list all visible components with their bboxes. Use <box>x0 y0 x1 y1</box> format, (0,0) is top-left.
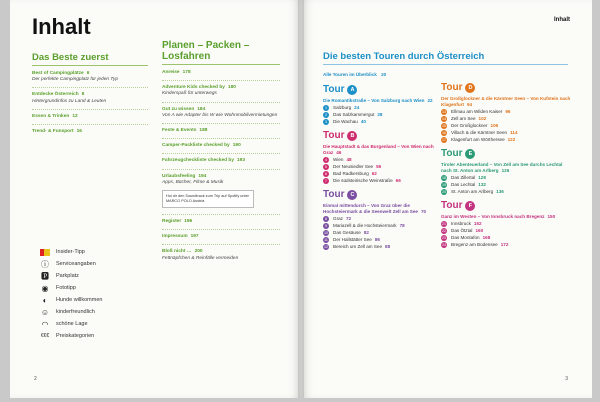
stop-number-badge: 18 <box>442 176 446 180</box>
stop-name: Die südsteirische Weinstraße <box>333 178 393 183</box>
stop-number-badge: 22 <box>442 229 446 233</box>
divider <box>162 153 280 154</box>
stop-number-badge: 23 <box>442 236 446 240</box>
tour-stop <box>323 178 441 184</box>
section-title: Die besten Touren durch Österreich <box>323 51 485 62</box>
stop-name: Ellmau am Wilden Kaiser <box>451 109 503 114</box>
toc-entry <box>162 219 280 225</box>
toc-entry-description: Apps, Bücher, Filme & Musik <box>162 179 224 185</box>
stop-page: 122 <box>507 137 516 142</box>
stop-number-badge: 16 <box>442 131 446 135</box>
stop-name: Bad Radkersburg <box>333 171 369 176</box>
stop-page: 88 <box>385 244 391 249</box>
symbol-legend <box>40 246 140 342</box>
tour-block <box>441 148 571 195</box>
divider <box>32 65 148 66</box>
stop-page: 78 <box>399 223 405 228</box>
running-head: Inhalt <box>554 17 570 23</box>
stop-name: Das Montafon <box>451 235 480 240</box>
stop-number-badge: 11 <box>324 238 328 242</box>
toc-entry-title: Entdecke Österreich <box>32 92 79 98</box>
toc-entry <box>162 158 280 164</box>
legend-label: Fototipp <box>56 285 76 291</box>
tour-stop <box>323 105 441 111</box>
stop-number-badge: 12 <box>324 245 328 249</box>
toc-entry-title: Bloß nicht … <box>162 249 192 255</box>
overview-entry <box>323 72 441 78</box>
toc-entry-page: 194 <box>198 173 207 179</box>
toc-entry <box>162 85 280 97</box>
legend-label: schöne Lage <box>56 321 88 327</box>
divider <box>32 109 148 110</box>
stop-number-badge: 5 <box>325 165 327 169</box>
stop-name: Bereich um Zell am See <box>333 244 383 249</box>
tour-stop <box>441 116 571 122</box>
toc-entry-page: 12 <box>72 113 78 119</box>
stop-number-badge: 1 <box>325 106 327 110</box>
stop-page: 62 <box>371 171 377 176</box>
legend-item <box>40 330 140 342</box>
stop-name: Zell am See <box>451 116 476 121</box>
tour-page: 94 <box>466 102 473 107</box>
toc-entry-page: 200 <box>194 249 203 255</box>
section-heading: Planen – Packen – Losfahren <box>162 40 250 62</box>
legend-label: Insider-Tipp <box>56 249 85 255</box>
tour-subtitle-text: Einmal mittendurch – Von Graz über die Hochsteiermark & die Seenwelt Zell am See <box>323 203 418 214</box>
photo-icon: ◉ <box>41 283 49 293</box>
tour-letter-badge: F <box>465 201 475 211</box>
tour-stop <box>441 130 571 136</box>
stop-page: 128 <box>478 175 486 180</box>
stop-page: 168 <box>482 235 491 240</box>
tour-word: Tour <box>323 130 345 141</box>
view-icon: ◠ <box>41 319 49 329</box>
stop-number-badge: 8 <box>325 217 327 221</box>
toc-entry-title: Fahrzeugcheckliste checked by <box>162 158 234 164</box>
tour-stop <box>441 182 571 188</box>
tour-subtitle-text: Die Romantikstraße – Von Salzburg nach Wien <box>323 98 425 103</box>
stop-page: 102 <box>478 116 487 121</box>
stop-number-badge: 19 <box>442 183 446 187</box>
stop-page: 82 <box>363 230 369 235</box>
page-title: Inhalt <box>32 14 91 39</box>
tour-stop <box>441 242 571 248</box>
tour-stop <box>323 230 441 236</box>
stop-number-badge: 6 <box>325 172 327 176</box>
toc-entry-title: Best of Campingplätze <box>32 71 84 76</box>
legend-item <box>40 318 140 330</box>
toc-entry-title: Anreise <box>162 70 180 75</box>
tour-stop <box>441 123 571 129</box>
dog-icon: ◐ <box>42 295 48 305</box>
stop-number-badge: 13 <box>442 110 446 114</box>
stop-name: Salzburg <box>333 105 352 110</box>
legend-label: Preiskategorien <box>56 333 95 339</box>
tour-stop <box>441 109 571 115</box>
divider <box>162 214 280 215</box>
legend-item <box>40 282 140 294</box>
divider <box>32 124 148 125</box>
stop-number-badge: 9 <box>325 224 327 228</box>
stop-name: Das Lechtal <box>451 182 476 187</box>
stop-page: 96 <box>505 109 511 114</box>
stop-number-badge: 2 <box>325 113 327 117</box>
stop-number-badge: 3 <box>325 120 327 124</box>
euro-icon: €€€ <box>40 332 50 339</box>
tour-subtitle-text: Die Hauptstadt & das Burgenland – Von Wien nach Graz <box>323 144 434 155</box>
stop-name: Die Wachau <box>333 119 358 124</box>
tour-stop <box>441 175 571 181</box>
tour-subtitle <box>441 162 571 174</box>
tour-word: Tour <box>441 82 463 93</box>
tour-label <box>441 148 571 160</box>
stop-name: Bregenz am Bodensee <box>451 242 498 247</box>
stop-name: Das Zillertal <box>451 175 476 180</box>
stop-page: 66 <box>395 178 401 183</box>
toc-entry <box>162 249 280 261</box>
page-number: 3 <box>565 376 568 382</box>
toc-entry-title: Trend- & Funsport <box>32 129 74 135</box>
parking-icon: 🅿 <box>41 271 49 281</box>
stop-number-badge: 20 <box>442 190 446 194</box>
divider <box>162 80 280 81</box>
section-heading: Das Beste zuerst <box>32 52 109 63</box>
best-of-column <box>32 52 148 139</box>
stop-number-badge: 10 <box>324 231 328 235</box>
stop-page: 132 <box>478 182 486 187</box>
tour-page: 150 <box>547 214 556 219</box>
stop-number-badge: 4 <box>325 158 327 162</box>
tour-stop <box>323 237 441 243</box>
tour-letter-badge: E <box>465 149 475 159</box>
stop-number-badge: 17 <box>442 138 446 142</box>
toc-entry-description: Der perfekte Campingplatz für jeden Typ <box>32 77 119 83</box>
right-page <box>301 0 592 398</box>
divider <box>162 102 280 103</box>
stop-name: Villach & die Kärntner Seen <box>451 130 508 135</box>
toc-entry-page: 184 <box>197 106 206 112</box>
stop-number-badge: 15 <box>442 124 446 128</box>
legend-item <box>40 270 140 282</box>
book-spread <box>10 0 592 398</box>
toc-entry-page: 190 <box>232 143 241 149</box>
divider <box>323 64 568 65</box>
stop-name: St. Anton am Arlberg <box>451 189 494 194</box>
stop-name: Das Salzkammergut <box>333 112 375 117</box>
stop-page: 152 <box>473 221 482 226</box>
stop-number-badge: 24 <box>442 243 446 247</box>
tour-letter-badge: D <box>465 83 475 93</box>
tour-word: Tour <box>441 200 463 211</box>
stop-name: Mariazell & die Hochsteiermark <box>333 223 397 228</box>
tour-label <box>323 130 441 142</box>
tour-page: 126 <box>501 168 510 173</box>
stop-name: Klagenfurt am Wörthersee <box>451 137 505 142</box>
tour-stop <box>441 137 571 143</box>
toc-entry <box>32 114 148 120</box>
toc-entry <box>162 70 280 76</box>
stop-name: Der Hallstätter See <box>333 237 372 242</box>
tour-stop <box>441 235 571 241</box>
page-number: 2 <box>34 376 37 382</box>
toc-list <box>162 70 280 262</box>
tour-subtitle <box>323 144 441 156</box>
toc-entry-title: Adventure Kids checked by <box>162 85 225 91</box>
toc-entry-page: 188 <box>199 128 208 134</box>
tour-letter-badge: A <box>347 85 357 95</box>
legend-label: Parkplatz <box>56 273 79 279</box>
toc-entry <box>162 174 280 186</box>
tour-block <box>323 84 441 125</box>
toc-entry-page: 180 <box>227 85 236 91</box>
toc-entry-page: 8 <box>81 92 85 98</box>
service-icon: ⓘ <box>41 259 49 269</box>
tour-block <box>323 130 441 184</box>
divider <box>162 138 280 139</box>
toc-entry-description: Fettnäpfchen & Reinfälle vermeiden <box>162 255 239 261</box>
toc-entry-page: 193 <box>236 158 245 164</box>
legend-label: kinderfreundlich <box>56 309 95 315</box>
tour-stop <box>323 171 441 177</box>
tour-subtitle <box>323 203 441 215</box>
legend-item <box>40 246 140 258</box>
tour-letter-badge: C <box>347 190 357 200</box>
toc-entry-title: Camper-Packliste checked by <box>162 143 230 149</box>
toc-entry-title: Register <box>162 219 182 225</box>
overview-page: 20 <box>381 72 387 77</box>
insider-tip-icon <box>40 248 50 257</box>
stop-page: 114 <box>510 130 518 135</box>
stop-page: 24 <box>354 105 360 110</box>
stop-page: 136 <box>496 189 504 194</box>
tour-stop <box>323 119 441 125</box>
stop-name: Wien <box>333 157 344 162</box>
tour-subtitle <box>441 214 571 220</box>
tour-label <box>441 200 571 212</box>
legend-label: Hunde willkommen <box>56 297 103 303</box>
toc-entry <box>162 143 280 149</box>
toc-entry-title: Essen & Trinken <box>32 113 70 119</box>
tour-stop <box>323 223 441 229</box>
divider <box>162 229 280 230</box>
left-page <box>10 0 301 398</box>
tour-letter-badge: B <box>347 131 357 141</box>
toc-entry <box>32 92 148 104</box>
toc-entry-title: Urlaubsfeeling <box>162 173 196 179</box>
tour-block <box>441 200 571 248</box>
stop-page: 48 <box>346 157 352 162</box>
tour-subtitle-text: Der Großglockner & die Kärntner Seen – Von Kufstein nach Klagenfurt <box>441 96 571 107</box>
toc-entry-page: 197 <box>190 234 199 240</box>
toc-entry-title: Gut zu wissen <box>162 106 195 112</box>
toc-entry-description: Von A wie Adapter bis W wie Wohnmobilvermietungen <box>162 112 278 118</box>
toc-list <box>32 71 148 135</box>
stop-name: Innsbruck <box>451 221 471 226</box>
stop-page: 40 <box>360 119 366 124</box>
toc-entry-page: 196 <box>184 219 193 225</box>
toc-entry <box>162 128 280 134</box>
stop-name: Der Großglockner <box>451 123 488 128</box>
planning-column <box>162 40 280 266</box>
tour-stop <box>323 216 441 222</box>
tour-subtitle <box>323 98 441 104</box>
tour-page: 70 <box>420 209 427 214</box>
tour-page: 46 <box>336 150 342 155</box>
tour-stop <box>323 157 441 163</box>
stop-name: Der Neusiedler See <box>333 164 374 169</box>
toc-entry-page: 16 <box>76 129 82 135</box>
stop-number-badge: 21 <box>442 222 446 226</box>
tour-subtitle-text: Ganz im Westen – Von Innsbruck nach Bregenz <box>441 214 545 219</box>
tour-subtitle <box>441 96 571 108</box>
toc-entry <box>162 107 280 119</box>
tour-stop <box>441 189 571 195</box>
divider <box>162 64 280 65</box>
tour-label <box>323 189 441 201</box>
stop-page: 106 <box>490 123 499 128</box>
stop-page: 172 <box>500 242 509 247</box>
tour-block <box>441 82 571 143</box>
tour-stop <box>441 228 571 234</box>
legend-item <box>40 294 140 306</box>
overview-label: Alle Touren im Überblick <box>323 72 377 77</box>
book-gutter <box>298 0 304 398</box>
stop-page: 160 <box>475 228 484 233</box>
tours-column-left <box>323 82 441 255</box>
tour-label <box>323 84 441 96</box>
stop-page: 86 <box>374 237 380 242</box>
legend-item <box>40 306 140 318</box>
divider <box>32 87 148 88</box>
toc-entry <box>162 234 280 240</box>
toc-entry-page: 6 <box>86 71 90 76</box>
spotify-note: Hol dir den Soundtrack zum Trip auf Spotify unter MARCO POLO Austria <box>162 190 254 208</box>
tour-word: Tour <box>323 84 345 95</box>
tour-subtitle-text: Tiroler Abenteuerland – Von Zell am See durchs Lechtal nach St. Anton am Arlberg <box>441 162 563 173</box>
toc-entry-title: Feste & Events <box>162 128 197 134</box>
tour-stop <box>323 164 441 170</box>
stop-page: 28 <box>377 112 383 117</box>
toc-entry-title: Impressum <box>162 234 188 240</box>
stop-page: 72 <box>345 216 352 221</box>
stop-name: Das Gesäuse <box>333 230 361 235</box>
tours-column-right <box>441 80 571 253</box>
tour-word: Tour <box>323 189 345 200</box>
toc-entry <box>32 129 148 135</box>
legend-label: Serviceangaben <box>56 261 96 267</box>
stop-page: 56 <box>376 164 382 169</box>
tour-label <box>441 82 571 94</box>
tour-block <box>323 189 441 250</box>
divider <box>162 244 280 245</box>
stop-name: Das Ötztal <box>451 228 473 233</box>
stop-number-badge: 7 <box>325 179 327 183</box>
legend-item <box>40 258 140 270</box>
toc-entry-description: Kinderspaß für unterwegs <box>162 91 217 97</box>
stop-name: Graz <box>333 216 343 221</box>
stop-number-badge: 14 <box>442 117 446 121</box>
divider <box>162 123 280 124</box>
child-icon: ☺ <box>40 307 50 317</box>
toc-entry <box>32 71 148 83</box>
tour-page: 22 <box>427 98 433 103</box>
toc-entry-page: 178 <box>182 70 191 75</box>
toc-entry-description: Hintergrundinfos zu Land & Leuten <box>32 98 107 104</box>
tour-stop <box>323 112 441 118</box>
tour-stop <box>323 244 441 250</box>
divider <box>162 169 280 170</box>
tour-word: Tour <box>441 148 463 159</box>
tour-stop <box>441 221 571 227</box>
